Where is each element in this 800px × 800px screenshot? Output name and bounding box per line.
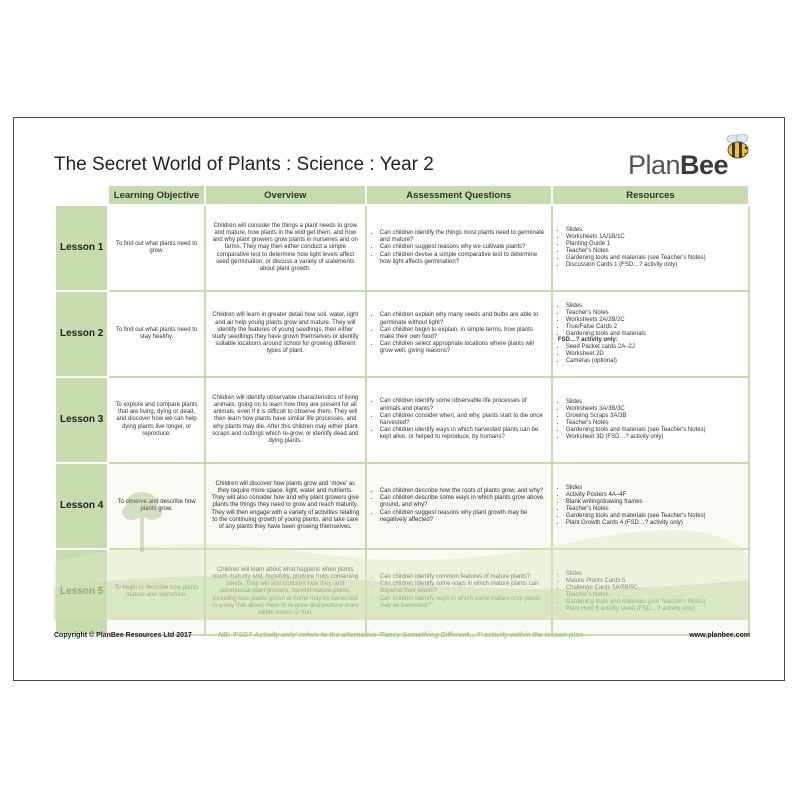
fsd-label: FSD…? activity only: — [557, 337, 618, 344]
resource-item: • Worksheets 1A/1B/1C — [566, 234, 743, 241]
resource-item: • Growing Scraps 3A/3B — [566, 413, 743, 420]
resource-item: • Plant Growth Cards 4 (FSD…? activity only) — [566, 520, 743, 527]
resource-item: • Teacher's Notes — [566, 310, 743, 317]
resource-item: • Worksheet 2D — [566, 351, 743, 358]
question-item: • Can children devise a simple comparative test to determine how light affects germination? — [380, 252, 546, 266]
question-item: • Can children select appropriate locations where plants will grow well, giving reasons? — [380, 341, 546, 355]
lesson-label: Lesson 1 — [55, 205, 108, 291]
question-item: • Can children explain why many seeds and bulbs are able to germinate without light? — [380, 312, 546, 326]
table-row — [55, 549, 749, 635]
learning-objective: To find out what plants need to stay healthy. — [108, 291, 205, 377]
assessment-questions — [366, 463, 552, 549]
resource-item: • Teacher's Notes — [566, 420, 743, 427]
lesson-label: Lesson 3 — [55, 377, 108, 463]
resource-item: • Worksheets 2A/2B/2C — [566, 317, 743, 324]
resource-item: • Challenge Cards 5A/5B/5C — [566, 585, 743, 592]
bee-icon — [724, 134, 752, 160]
resource-item: • Gardening tools and materials (see Teacher's Notes) — [566, 599, 743, 606]
question-item: • Can children identify ways in which harvested plants can be kept alive, or helped to reproduce, by humans? — [380, 427, 546, 441]
resource-item: • Teacher's Notes — [566, 248, 743, 255]
question-item: • Can children describe how the roots of plants grow, and why? — [380, 488, 546, 495]
resource-item: • Slides — [566, 303, 743, 310]
resource-item: • Slides — [566, 227, 743, 234]
table-header-corner — [55, 185, 108, 205]
question-item: • Can children identify some observable life processes of animals and plants? — [380, 398, 546, 412]
overview: Children will learn in greater detail how soil, water, light and air help young plants grow and mature. They will identify the features of young seedlings, then either study seedlings they have grown themselves or identify suitable locations around school for growing different types of plant. — [205, 291, 366, 377]
overview: Children will discover how plants grow and 'move' as they require more space, light, water and nutrients. They will also consider how and why plant growers give plants the things they need to grow and reach maturity. They will then engage with a variety of activities relating to the continuing growth of young plants, and take care of any plants they have been growing themselves. — [205, 463, 366, 549]
resource-item: • Teacher's Notes — [566, 506, 743, 513]
assessment-questions — [366, 291, 552, 377]
resource-item: • Slides — [566, 571, 743, 578]
page-title: The Secret World of Plants : Science : Year 2 — [54, 154, 434, 175]
table-header-row — [55, 185, 749, 205]
resource-item: • Cameras (optional) — [566, 358, 743, 365]
assessment-questions — [366, 549, 552, 635]
header-learning-objective: Learning Objective — [108, 185, 205, 205]
overview: Children will consider the things a plant needs to grow and mature, how plants in the wild get them, and how and why plant growers grow plants in nurseries and on farms. They may then either conduct a simple comparative test to determine how light levels affect seed germination, or discuss a variety of statements about plant growth. — [205, 205, 366, 291]
question-item: • Can children suggest reasons why plant growth may be negatively affected? — [380, 510, 546, 524]
resources — [552, 463, 749, 549]
resource-item: • Slides — [566, 485, 743, 492]
planbee-logo — [628, 148, 748, 182]
resource-item: • Activity Posters 4A–4F — [566, 492, 743, 499]
resource-item: • Worksheets 3A/3B/3C — [566, 406, 743, 413]
resource-item: • Discussion Cards 1 (FSD…? activity only) — [566, 262, 743, 269]
resource-item: • Blank writing/drawing frames — [566, 499, 743, 506]
resource-item: • Gardening tools and materials (see Teacher's Notes) — [566, 427, 743, 434]
website-link[interactable]: www.planbee.com — [689, 632, 750, 639]
learning-objective: To explore and compare plants that are living, dying or dead, and discover how we can help dying plants live longer, or reproduce. — [108, 377, 205, 463]
resource-item: • Gardening tools and materials (see Teacher's Notes) — [566, 255, 743, 262]
lesson-table — [54, 184, 750, 636]
resource-item: • True/False Cards 2 — [566, 324, 743, 331]
resource-item: • Teacher's Notes — [566, 592, 743, 599]
header-resources: Resources — [552, 185, 749, 205]
header-assessment-questions: Assessment Questions — [366, 185, 552, 205]
table-row — [55, 377, 749, 463]
question-item: • Can children identify ways in which some mature crop plants may be harvested? — [380, 596, 546, 610]
question-item: • Can children identify the things most plants need to germinate and mature? — [380, 230, 546, 244]
table-row — [55, 205, 749, 291]
lesson-label: Lesson 2 — [55, 291, 108, 377]
header-overview: Overview — [205, 185, 366, 205]
learning-objective: To observe and describe how plants grow. — [108, 463, 205, 549]
footer — [54, 630, 750, 644]
resource-item: • Seed Packet cards 2A–2J — [566, 344, 743, 351]
table-row — [55, 463, 749, 549]
resources — [552, 549, 749, 635]
lesson-label: Lesson 4 — [55, 463, 108, 549]
copyright-text: Copyright © PlanBee Resources Ltd 2017 — [54, 632, 192, 639]
question-item: • Can children begin to explain, in simple terms, how plants make their own food? — [380, 327, 546, 341]
resource-item: • Gardening tools and materials — [566, 331, 743, 338]
assessment-questions — [366, 377, 552, 463]
question-item: • Can children identify common features of mature plants? — [380, 574, 546, 581]
lesson-label: Lesson 5 — [55, 549, 108, 635]
question-item: • Can children suggest reasons why we cultivate plants? — [380, 244, 546, 251]
overview: Children will learn about what happens when plants reach maturity and, hopefully, produce fruits containing seeds. They will also consider how they, and commercial plant growers, harvest mature plants, including how plants grown at home may be harvested in a way that allows them to re-grow and produce more edible leaves or fruit. — [205, 549, 366, 635]
table-row — [55, 291, 749, 377]
lesson-overview-sheet — [13, 117, 785, 681]
question-item: • Can children consider when, and why, plants start to die once harvested? — [380, 413, 546, 427]
resource-item: • Mature Plants Cards 5 — [566, 578, 743, 585]
learning-objective: To begin to describe how plants mature and reproduce. — [108, 549, 205, 635]
assessment-questions — [366, 205, 552, 291]
resource-item: • Planting Guide 1 — [566, 241, 743, 248]
logo-text: PlanBee — [628, 150, 729, 180]
resources — [552, 291, 749, 377]
fsd-note: NB: 'FSD? Activity only' refers to the alternative 'Fancy Something Different…?' activity within the lesson plan — [218, 632, 584, 639]
question-item: • Can children describe some ways in which plants grow above ground, and why? — [380, 495, 546, 509]
resource-item: • Gardening tools and materials (see Teacher's Notes) — [566, 513, 743, 520]
question-item: • Can children identify some ways in which mature plants can disperse their seeds? — [380, 581, 546, 595]
resources — [552, 205, 749, 291]
resource-item: • Worksheet 3D (FSD…? activity only) — [566, 434, 743, 441]
learning-objective: To find out what plants need to grow. — [108, 205, 205, 291]
resource-item: • Slides — [566, 399, 743, 406]
resource-item: • Plant Hunt 5 activity sheet (FSD…? activity only) — [566, 606, 743, 613]
overview: Children will identify observable characteristics of living animals, going on to learn how they are present for all animals, even if it is difficult to observe them. They will then learn how plants have similar life processes, and why plants may die. After this children may either plant scraps and cuttings which re-grow, or identify dead and dying plants. — [205, 377, 366, 463]
resources — [552, 377, 749, 463]
